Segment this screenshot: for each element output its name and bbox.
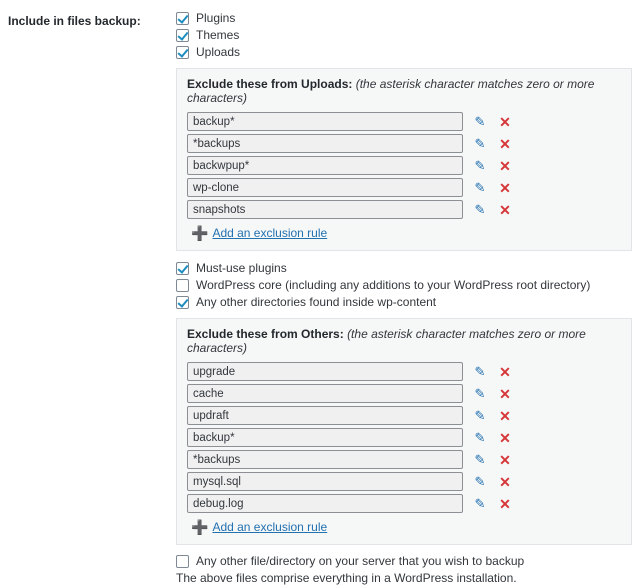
pencil-icon[interactable]: ✎ [474,113,486,129]
exclusion-row [187,494,621,513]
top-checkbox-group [176,10,632,60]
others-add-exclusion-rule[interactable] [191,520,621,534]
exclusion-row [187,428,621,447]
checkbox-plugins[interactable] [176,12,189,25]
checkbox-any-other-file[interactable] [176,555,189,568]
others-exclusion-input-7[interactable] [187,494,463,513]
others-exclusion-input-6[interactable] [187,472,463,491]
uploads-exclusions-panel [176,68,632,251]
exclusion-row [187,406,621,425]
checkbox-row-any-other-file[interactable] [176,553,632,569]
uploads-panel-title-text: Exclude these from Uploads: [187,77,353,91]
uploads-exclusion-input-1[interactable] [187,112,463,131]
x-icon[interactable]: ✕ [499,179,511,196]
plus-icon: ➕ [191,519,209,535]
pencil-icon[interactable]: ✎ [474,179,486,195]
checkbox-row-wordpress-core[interactable] [176,277,632,293]
checkbox-label-must-use-plugins: Must-use plugins [196,261,287,275]
others-add-exclusion-rule-label[interactable]: Add an exclusion rule [212,520,328,534]
uploads-exclusion-input-3[interactable] [187,156,463,175]
exclusion-row [187,362,621,381]
others-exclusion-input-5[interactable] [187,450,463,469]
checkbox-row-must-use-plugins[interactable] [176,260,632,276]
pencil-icon[interactable]: ✎ [474,407,486,423]
pencil-icon[interactable]: ✎ [474,473,486,489]
checkbox-row-uploads[interactable] [176,44,632,60]
others-exclusion-input-4[interactable] [187,428,463,447]
x-icon[interactable]: ✕ [499,473,511,490]
checkbox-label-other-directories: Any other directories found inside wp-content [196,295,437,309]
checkbox-row-plugins[interactable] [176,10,632,26]
uploads-exclusion-input-4[interactable] [187,178,463,197]
uploads-add-exclusion-rule[interactable] [191,226,621,240]
tail-group [176,553,632,585]
uploads-panel-title [187,77,621,105]
pencil-icon[interactable]: ✎ [474,451,486,467]
x-icon[interactable]: ✕ [499,385,511,402]
x-icon[interactable]: ✕ [499,113,511,130]
settings-content [176,10,632,585]
checkbox-label-wordpress-core: WordPress core (including any additions to your WordPress root directory) [196,278,591,292]
mid-checkbox-group [176,260,632,310]
exclusion-row [187,178,621,197]
x-icon[interactable]: ✕ [499,451,511,468]
x-icon[interactable]: ✕ [499,363,511,380]
pencil-icon[interactable]: ✎ [474,135,486,151]
others-panel-title-note: (the asterisk character matches zero or more characters) [187,327,586,355]
exclusion-row [187,156,621,175]
pencil-icon[interactable]: ✎ [474,495,486,511]
x-icon[interactable]: ✕ [499,135,511,152]
exclusion-row [187,112,621,131]
checkbox-label-themes: Themes [196,28,240,42]
pencil-icon[interactable]: ✎ [474,157,486,173]
others-exclusions-panel [176,318,632,545]
checkbox-row-other-directories[interactable] [176,294,632,310]
pencil-icon[interactable]: ✎ [474,363,486,379]
pencil-icon[interactable]: ✎ [474,385,486,401]
others-exclusion-input-2[interactable] [187,384,463,403]
x-icon[interactable]: ✕ [499,157,511,174]
uploads-add-exclusion-rule-label[interactable]: Add an exclusion rule [212,226,328,240]
checkbox-must-use-plugins[interactable] [176,262,189,275]
exclusion-row [187,384,621,403]
checkbox-themes[interactable] [176,29,189,42]
others-exclusion-input-1[interactable] [187,362,463,381]
checkbox-row-themes[interactable] [176,27,632,43]
checkbox-wordpress-core[interactable] [176,279,189,292]
exclusion-row [187,472,621,491]
checkbox-uploads[interactable] [176,46,189,59]
tail-note: The above files comprise everything in a WordPress installation. [176,571,517,585]
others-exclusion-input-3[interactable] [187,406,463,425]
exclusion-row [187,450,621,469]
uploads-exclusion-input-2[interactable] [187,134,463,153]
plus-icon: ➕ [191,225,209,241]
uploads-exclusion-input-5[interactable] [187,200,463,219]
pencil-icon[interactable]: ✎ [474,201,486,217]
page-title: Include in files backup: [8,14,141,28]
checkbox-label-uploads: Uploads [196,45,241,59]
others-panel-title [187,327,621,355]
x-icon[interactable]: ✕ [499,429,511,446]
checkbox-other-directories[interactable] [176,296,189,309]
exclusion-row [187,134,621,153]
pencil-icon[interactable]: ✎ [474,429,486,445]
uploads-panel-title-note: (the asterisk character matches zero or more characters) [187,77,595,105]
x-icon[interactable]: ✕ [499,201,511,218]
checkbox-label-any-other-file: Any other file/directory on your server that you wish to backup [196,554,525,568]
exclusion-row [187,200,621,219]
x-icon[interactable]: ✕ [499,495,511,512]
checkbox-label-plugins: Plugins [196,11,236,25]
others-panel-title-text: Exclude these from Others: [187,327,344,341]
x-icon[interactable]: ✕ [499,407,511,424]
